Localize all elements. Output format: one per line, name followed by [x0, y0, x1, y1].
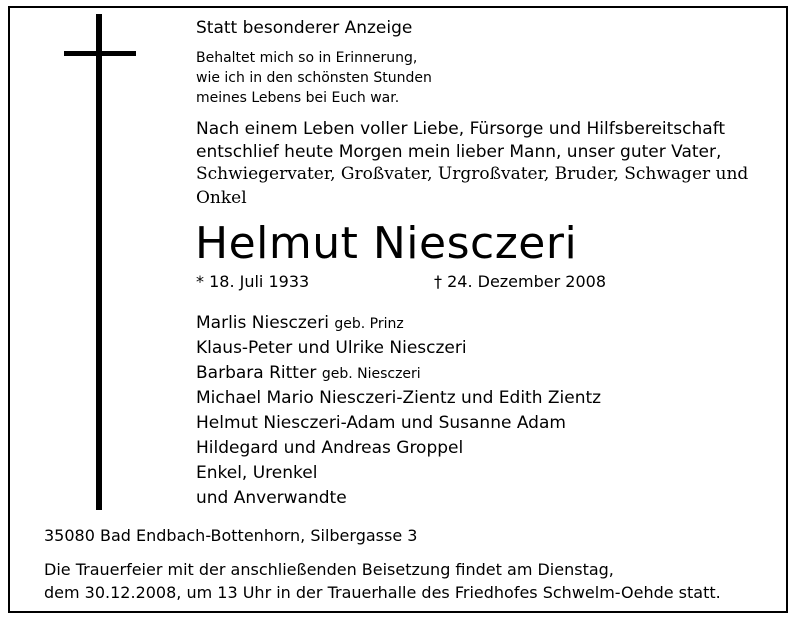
- funeral-line: dem 30.12.2008, um 13 Uhr in der Trauerhalle des Friedhofes Schwelm-Oehde statt.: [44, 583, 721, 602]
- birth-date: * 18. Juli 1933: [196, 272, 310, 291]
- poem: [196, 48, 432, 108]
- mourner-line: Marlis Niesczeri geb. Prinz: [196, 313, 404, 333]
- poem-line: Behaltet mich so in Erinnerung,: [196, 50, 418, 66]
- intro-line: Schwiegervater, Großvater, Urgroßvater, Bruder, Schwager und: [196, 164, 749, 184]
- death-date: † 24. Dezember 2008: [434, 272, 606, 291]
- funeral-line: Die Trauerfeier mit der anschließenden Beisetzung findet am Dienstag,: [44, 560, 614, 579]
- mourner-line: Klaus-Peter und Ulrike Niesczeri: [196, 338, 467, 358]
- poem-line: wie ich in den schönsten Stunden: [196, 70, 432, 86]
- cross-horizontal-bar: [64, 51, 136, 56]
- intro-text: [196, 118, 725, 164]
- mourner-line: und Anverwandte: [196, 488, 347, 508]
- intro-line: Nach einem Leben voller Liebe, Fürsorge und Hilfsbereitschaft: [196, 119, 726, 139]
- cross-vertical-bar: [96, 14, 102, 510]
- deceased-name: Helmut Niesczeri: [195, 218, 578, 269]
- poem-line: meines Lebens bei Euch war.: [196, 90, 400, 106]
- intro-line: entschlief heute Morgen mein lieber Mann, unser guter Vater,: [196, 142, 722, 162]
- intro-line: Onkel: [196, 188, 247, 208]
- intro-text-serif: [196, 162, 748, 210]
- funeral-info: [44, 558, 721, 604]
- mourner-line: Helmut Niesczeri-Adam und Susanne Adam: [196, 413, 566, 433]
- mourner-line: Barbara Ritter geb. Niesczeri: [196, 363, 421, 383]
- mourner-line: Enkel, Urenkel: [196, 463, 318, 483]
- mourner-line: Michael Mario Niesczeri-Zientz und Edith Zientz: [196, 388, 602, 408]
- notice-header: Statt besonderer Anzeige: [196, 18, 413, 38]
- address: 35080 Bad Endbach-Bottenhorn, Silbergasse 3: [44, 526, 418, 545]
- mourner-line: Hildegard und Andreas Groppel: [196, 438, 464, 458]
